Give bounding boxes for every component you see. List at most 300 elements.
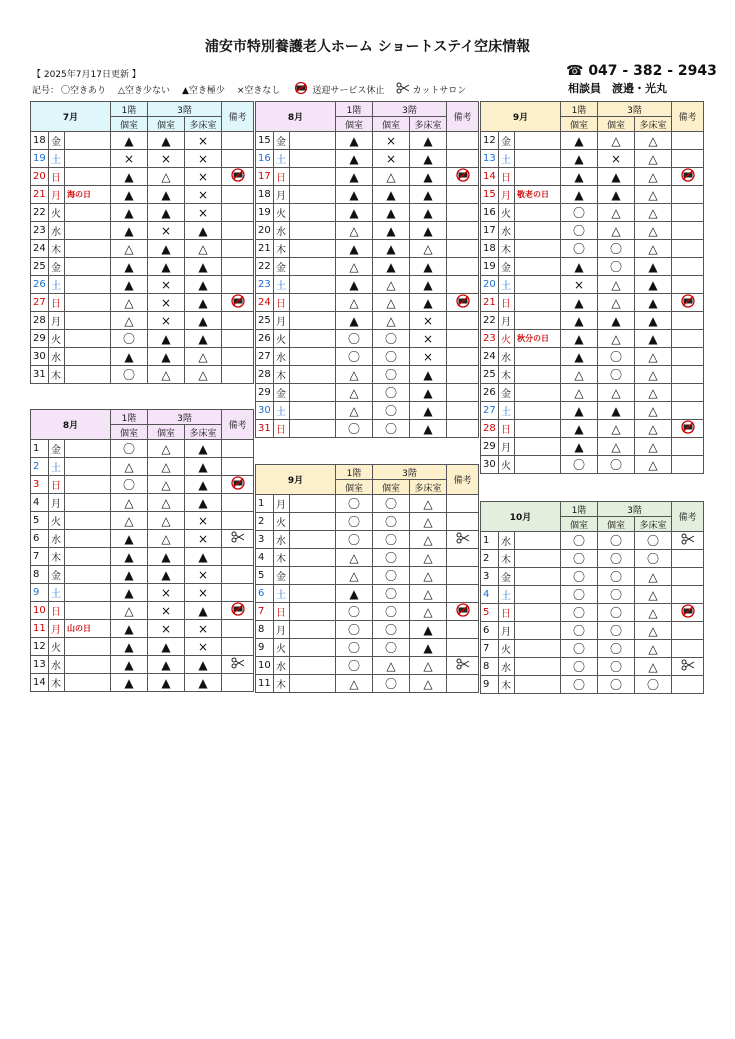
table-row — [256, 330, 479, 348]
scissors-icon — [681, 533, 695, 548]
phone-number: ☎ 047 - 382 - 2943 — [566, 63, 717, 79]
table-row — [31, 566, 254, 584]
day-number: 19 — [31, 150, 49, 168]
table-row — [31, 458, 254, 476]
day-number: 27 — [481, 402, 499, 420]
table-row — [481, 586, 704, 604]
remarks-cell — [447, 531, 479, 549]
remarks-cell — [447, 330, 479, 348]
floor3-private: 〇 — [373, 549, 410, 567]
holiday-name: 山の日 — [65, 620, 111, 638]
remarks-cell — [447, 567, 479, 585]
holiday-name — [65, 330, 111, 348]
floor3-shared: 〇 — [635, 532, 672, 550]
floor3-shared: △ — [410, 513, 447, 531]
weekday: 火 — [499, 456, 515, 474]
day-number: 20 — [31, 168, 49, 186]
floor3-header: 3階 — [598, 102, 672, 117]
weekday: 日 — [49, 476, 65, 494]
day-number: 24 — [481, 348, 499, 366]
floor3-shared: △ — [635, 366, 672, 384]
floor1-private: ▲ — [111, 566, 148, 584]
day-number: 9 — [31, 584, 49, 602]
scissors-icon — [456, 658, 470, 673]
month-block — [480, 101, 704, 474]
day-number: 16 — [256, 150, 274, 168]
floor1-private: △ — [111, 294, 148, 312]
private-room-header: 個室 — [111, 425, 148, 440]
day-number: 3 — [256, 531, 274, 549]
remarks-cell — [672, 604, 704, 622]
floor3-shared: △ — [635, 640, 672, 658]
remarks-cell — [672, 676, 704, 694]
floor3-shared: ▲ — [410, 186, 447, 204]
day-number: 26 — [481, 384, 499, 402]
floor1-private: △ — [336, 384, 373, 402]
holiday-name — [290, 675, 336, 693]
scissors-icon — [231, 657, 245, 672]
remarks-cell — [672, 276, 704, 294]
table-row — [256, 420, 479, 438]
remarks-cell — [447, 312, 479, 330]
weekday: 木 — [499, 366, 515, 384]
day-number: 15 — [256, 132, 274, 150]
floor3-private: 〇 — [598, 622, 635, 640]
table-row — [256, 531, 479, 549]
floor3-shared: △ — [635, 402, 672, 420]
floor3-private: 〇 — [373, 675, 410, 693]
weekday: 月 — [499, 438, 515, 456]
table-row — [256, 675, 479, 693]
floor3-private: ▲ — [373, 258, 410, 276]
floor3-shared: × — [185, 150, 222, 168]
holiday-name — [290, 150, 336, 168]
floor3-shared: ▲ — [635, 258, 672, 276]
floor3-shared: ▲ — [185, 440, 222, 458]
remarks-cell — [672, 366, 704, 384]
holiday-name — [65, 458, 111, 476]
floor3-private: 〇 — [373, 348, 410, 366]
floor3-shared: △ — [635, 586, 672, 604]
floor1-private: 〇 — [336, 657, 373, 675]
floor1-private: 〇 — [111, 476, 148, 494]
remarks-cell — [672, 384, 704, 402]
floor3-private: 〇 — [598, 456, 635, 474]
floor3-shared: ▲ — [410, 132, 447, 150]
floor3-private: ▲ — [148, 674, 185, 692]
remarks-cell — [672, 586, 704, 604]
table-row — [256, 132, 479, 150]
weekday: 日 — [274, 420, 290, 438]
floor3-shared: △ — [410, 585, 447, 603]
table-row — [256, 384, 479, 402]
month-block — [30, 101, 254, 384]
day-number: 30 — [31, 348, 49, 366]
floor3-private: ▲ — [373, 186, 410, 204]
day-number: 24 — [31, 240, 49, 258]
floor1-private: ▲ — [336, 312, 373, 330]
floor3-shared: △ — [635, 456, 672, 474]
floor1-private: △ — [561, 366, 598, 384]
floor3-private: ▲ — [598, 312, 635, 330]
shared-room-header: 多床室 — [410, 117, 447, 132]
holiday-name — [65, 530, 111, 548]
floor3-shared: × — [185, 204, 222, 222]
holiday-name — [65, 240, 111, 258]
floor3-header: 3階 — [148, 102, 222, 117]
floor3-shared: △ — [635, 240, 672, 258]
floor3-shared: △ — [635, 168, 672, 186]
day-number: 11 — [256, 675, 274, 693]
remarks-cell — [672, 456, 704, 474]
table-row — [31, 276, 254, 294]
holiday-name — [515, 294, 561, 312]
table-row — [31, 602, 254, 620]
remarks-cell — [222, 620, 254, 638]
table-row — [481, 456, 704, 474]
weekday: 水 — [499, 658, 515, 676]
weekday: 日 — [274, 168, 290, 186]
table-row — [256, 567, 479, 585]
floor1-private: 〇 — [336, 603, 373, 621]
floor1-private: ▲ — [336, 168, 373, 186]
holiday-name — [290, 294, 336, 312]
floor3-private: 〇 — [598, 658, 635, 676]
legend-cut: カットサロン — [412, 86, 467, 96]
holiday-name — [290, 258, 336, 276]
holiday-name — [515, 384, 561, 402]
weekday: 火 — [274, 330, 290, 348]
legend-bus: 送迎サービス休止 — [312, 86, 385, 96]
table-row — [256, 513, 479, 531]
day-number: 23 — [256, 276, 274, 294]
weekday: 月 — [49, 620, 65, 638]
holiday-name — [65, 204, 111, 222]
floor3-shared: × — [185, 186, 222, 204]
remarks-cell — [222, 240, 254, 258]
holiday-name — [290, 222, 336, 240]
floor3-shared: ▲ — [410, 276, 447, 294]
floor3-private: × — [148, 276, 185, 294]
floor3-shared: × — [410, 312, 447, 330]
day-number: 23 — [31, 222, 49, 240]
remarks-cell — [222, 330, 254, 348]
weekday: 木 — [49, 548, 65, 566]
remarks-cell — [222, 476, 254, 494]
weekday: 金 — [49, 258, 65, 276]
table-row — [256, 186, 479, 204]
weekday: 日 — [274, 294, 290, 312]
floor3-shared: △ — [635, 622, 672, 640]
floor3-shared: △ — [635, 150, 672, 168]
scissors-icon — [396, 82, 410, 97]
holiday-name — [65, 440, 111, 458]
floor1-private: ▲ — [111, 348, 148, 366]
holiday-name — [290, 366, 336, 384]
floor3-private: ▲ — [148, 566, 185, 584]
day-number: 26 — [256, 330, 274, 348]
day-number: 12 — [481, 132, 499, 150]
remarks-cell — [222, 584, 254, 602]
weekday: 月 — [499, 312, 515, 330]
weekday: 土 — [274, 150, 290, 168]
floor1-private: △ — [111, 494, 148, 512]
floor1-private: ▲ — [111, 204, 148, 222]
remarks-cell — [222, 656, 254, 674]
bus-icon — [229, 168, 247, 185]
floor1-private: △ — [336, 549, 373, 567]
floor1-private: 〇 — [336, 420, 373, 438]
floor3-shared: ▲ — [410, 366, 447, 384]
table-row — [256, 657, 479, 675]
floor1-header: 1階 — [561, 102, 598, 117]
floor3-shared: △ — [635, 420, 672, 438]
floor3-shared: ▲ — [185, 222, 222, 240]
floor3-shared: ▲ — [185, 258, 222, 276]
floor3-private: 〇 — [373, 384, 410, 402]
weekday: 月 — [274, 312, 290, 330]
floor3-private: △ — [373, 276, 410, 294]
weekday: 月 — [274, 186, 290, 204]
floor3-shared: × — [185, 132, 222, 150]
remarks-cell — [447, 276, 479, 294]
floor3-private: △ — [148, 440, 185, 458]
floor3-private: 〇 — [598, 604, 635, 622]
table-row — [481, 622, 704, 640]
floor1-private: ▲ — [336, 186, 373, 204]
holiday-name — [290, 186, 336, 204]
day-number: 20 — [256, 222, 274, 240]
bus-icon — [679, 294, 697, 311]
weekday: 日 — [274, 603, 290, 621]
floor3-shared: ▲ — [185, 674, 222, 692]
holiday-name — [290, 603, 336, 621]
private-room-header: 個室 — [336, 480, 373, 495]
weekday: 日 — [499, 604, 515, 622]
holiday-name — [290, 657, 336, 675]
floor3-shared: ▲ — [185, 330, 222, 348]
floor1-private: ▲ — [561, 312, 598, 330]
shared-room-header: 多床室 — [185, 117, 222, 132]
table-row — [481, 258, 704, 276]
floor1-private: △ — [111, 512, 148, 530]
floor3-shared: × — [185, 620, 222, 638]
floor3-shared: △ — [410, 675, 447, 693]
holiday-name — [290, 621, 336, 639]
floor3-shared: △ — [635, 658, 672, 676]
day-number: 8 — [481, 658, 499, 676]
floor3-private: △ — [148, 512, 185, 530]
remarks-header: 備考 — [222, 102, 254, 132]
remarks-cell — [672, 312, 704, 330]
floor1-private: × — [111, 150, 148, 168]
table-row — [256, 402, 479, 420]
floor1-private: 〇 — [561, 240, 598, 258]
holiday-name — [65, 168, 111, 186]
holiday-name — [515, 604, 561, 622]
remarks-cell — [447, 639, 479, 657]
weekday: 木 — [499, 550, 515, 568]
weekday: 金 — [274, 258, 290, 276]
remarks-cell — [222, 530, 254, 548]
floor1-private: 〇 — [336, 513, 373, 531]
floor3-shared: × — [410, 330, 447, 348]
availability-table — [255, 101, 479, 438]
floor3-private: ▲ — [148, 186, 185, 204]
day-number: 7 — [256, 603, 274, 621]
day-number: 30 — [256, 402, 274, 420]
holiday-name — [515, 402, 561, 420]
holiday-name — [290, 204, 336, 222]
floor1-private: ▲ — [111, 258, 148, 276]
holiday-name — [515, 204, 561, 222]
private-room-header: 個室 — [148, 425, 185, 440]
table-row — [31, 150, 254, 168]
holiday-name: 秋分の日 — [515, 330, 561, 348]
weekday: 木 — [499, 676, 515, 694]
floor3-private: × — [373, 132, 410, 150]
holiday-name — [515, 658, 561, 676]
month-label: 7月 — [31, 102, 111, 132]
weekday: 日 — [499, 294, 515, 312]
holiday-name — [65, 602, 111, 620]
private-room-header: 個室 — [373, 480, 410, 495]
bus-icon — [229, 476, 247, 493]
floor1-private: ▲ — [561, 348, 598, 366]
private-room-header: 個室 — [111, 117, 148, 132]
bus-icon — [454, 294, 472, 311]
floor1-header: 1階 — [111, 410, 148, 425]
holiday-name — [515, 586, 561, 604]
weekday: 月 — [49, 186, 65, 204]
floor3-private: ▲ — [148, 204, 185, 222]
holiday-name: 敬老の日 — [515, 186, 561, 204]
floor3-shared: ▲ — [185, 276, 222, 294]
day-number: 25 — [256, 312, 274, 330]
table-row — [481, 420, 704, 438]
floor3-private: 〇 — [373, 495, 410, 513]
floor3-private: × — [148, 584, 185, 602]
floor3-private: × — [148, 294, 185, 312]
day-number: 18 — [31, 132, 49, 150]
holiday-name — [515, 348, 561, 366]
floor1-private: ▲ — [561, 150, 598, 168]
bus-icon — [679, 420, 697, 437]
floor1-private: ▲ — [561, 258, 598, 276]
weekday: 土 — [274, 585, 290, 603]
table-row — [481, 532, 704, 550]
remarks-cell — [672, 622, 704, 640]
table-row — [481, 312, 704, 330]
floor1-private: ▲ — [111, 638, 148, 656]
floor1-private: 〇 — [561, 204, 598, 222]
weekday: 火 — [49, 512, 65, 530]
weekday: 月 — [274, 495, 290, 513]
remarks-cell — [672, 568, 704, 586]
floor1-private: 〇 — [561, 532, 598, 550]
month-label: 10月 — [481, 502, 561, 532]
scissors-icon — [681, 659, 695, 674]
table-row — [31, 620, 254, 638]
floor1-private: ▲ — [111, 222, 148, 240]
remarks-header: 備考 — [447, 465, 479, 495]
day-number: 27 — [256, 348, 274, 366]
holiday-name — [65, 258, 111, 276]
table-row — [31, 294, 254, 312]
weekday: 土 — [49, 150, 65, 168]
holiday-name — [515, 366, 561, 384]
bus-icon — [454, 603, 472, 620]
table-row — [256, 276, 479, 294]
floor3-private: △ — [373, 312, 410, 330]
day-number: 17 — [481, 222, 499, 240]
day-number: 19 — [256, 204, 274, 222]
floor3-private: △ — [148, 530, 185, 548]
holiday-name — [65, 656, 111, 674]
table-row — [31, 348, 254, 366]
floor3-private: 〇 — [373, 603, 410, 621]
floor1-private: ▲ — [111, 674, 148, 692]
weekday: 水 — [274, 348, 290, 366]
table-row — [481, 550, 704, 568]
floor1-private: 〇 — [561, 622, 598, 640]
day-number: 28 — [256, 366, 274, 384]
table-row — [256, 240, 479, 258]
day-number: 21 — [481, 294, 499, 312]
floor1-private: ▲ — [561, 330, 598, 348]
floor1-private: ▲ — [111, 276, 148, 294]
shared-room-header: 多床室 — [185, 425, 222, 440]
weekday: 土 — [499, 150, 515, 168]
floor3-shared: ▲ — [185, 476, 222, 494]
table-row — [31, 638, 254, 656]
weekday: 木 — [49, 366, 65, 384]
floor1-private: ▲ — [336, 276, 373, 294]
bus-icon — [679, 604, 697, 621]
weekday: 水 — [49, 222, 65, 240]
remarks-cell — [447, 621, 479, 639]
floor3-private: △ — [598, 132, 635, 150]
weekday: 火 — [274, 204, 290, 222]
holiday-name — [290, 402, 336, 420]
remarks-cell — [447, 585, 479, 603]
floor1-private: × — [561, 276, 598, 294]
day-number: 7 — [31, 548, 49, 566]
table-row — [256, 585, 479, 603]
floor1-private: △ — [111, 240, 148, 258]
header-row — [31, 102, 254, 117]
holiday-name — [515, 132, 561, 150]
remarks-cell — [672, 402, 704, 420]
weekday: 土 — [499, 276, 515, 294]
remarks-cell — [222, 638, 254, 656]
day-number: 19 — [481, 258, 499, 276]
floor1-private: △ — [336, 675, 373, 693]
day-number: 28 — [31, 312, 49, 330]
weekday: 火 — [499, 640, 515, 658]
weekday: 日 — [49, 168, 65, 186]
day-number: 10 — [31, 602, 49, 620]
floor1-private: 〇 — [561, 222, 598, 240]
remarks-cell — [222, 168, 254, 186]
remarks-cell — [222, 132, 254, 150]
table-row — [481, 132, 704, 150]
floor3-private: × — [148, 602, 185, 620]
holiday-name — [515, 258, 561, 276]
floor3-private: × — [148, 620, 185, 638]
floor3-shared: △ — [635, 604, 672, 622]
holiday-name — [515, 420, 561, 438]
